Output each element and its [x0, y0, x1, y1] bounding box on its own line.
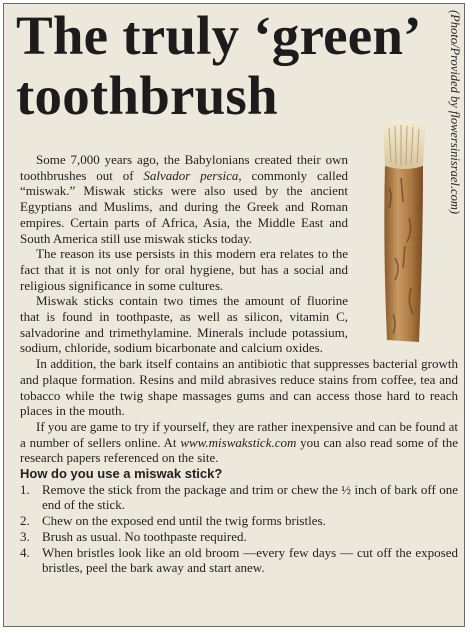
step-number: 1.: [20, 481, 30, 497]
step-number: 4.: [20, 544, 30, 560]
headline: [16, 6, 456, 126]
species-name: Salvador persica,: [143, 167, 242, 183]
list-item: [20, 513, 458, 529]
list-item: [20, 482, 458, 513]
paragraph-text: commonly called “miswak.” Miswak sticks were also used by the ancient Egyptians and Muslims, and during the Greek and Roman empires. Certain parts of Africa, Asia, the Middle East and South America still use miswak sticks today.: [20, 167, 348, 246]
step-text: When bristles look like an old broom —every few days — cut off the exposed bristles, peel the bark away and start anew.: [42, 544, 458, 576]
paragraph: Miswak sticks contain two times the amount of fluorine that is found in toothpaste, as well as silicon, vitamin C, salvadorine and trimethylamine. Minerals include potassium, sodium, chloride, sodium bicarbonate and calcium oxides.: [20, 293, 348, 356]
paragraph: The reason its use persists in this modern era relates to the fact that it is not only for oral hygiene, but has a social and religious significance in some cultures.: [20, 246, 348, 293]
step-number: 3.: [20, 528, 30, 544]
list-item: [20, 529, 458, 545]
subheading: How do you use a miswak stick?: [20, 466, 223, 482]
paragraph: In addition, the bark itself contains an antibiotic that suppresses bacterial growth and plaque formation. Resins and mild abrasives reduce stains from coffee, tea and tobacco while the twig shape massages gums and can access those hard to reach places in the mouth.: [20, 356, 458, 419]
photo-credit: (Photo/Provided by flowersinisrael.com): [448, 10, 462, 215]
paragraph: [20, 419, 458, 466]
headline-line-1: The truly ‘green’: [16, 5, 422, 66]
paragraph-text: you can also read some of the research papers referenced on the site.: [20, 434, 458, 466]
steps-list: [20, 482, 458, 576]
headline-line-2: toothbrush: [16, 65, 278, 126]
step-text: Remove the stick from the package and trim or chew the ½ inch of bark off one end of the stick.: [42, 481, 458, 513]
step-text: Chew on the exposed end until the twig forms bristles.: [42, 513, 326, 529]
paragraph-text: If you are game to try if yourself, they are rather inexpensive and can be found at a number of sellers online. At: [20, 418, 458, 450]
website-link: www.miswakstick.com: [180, 434, 297, 450]
paragraph-text: Some 7,000 years ago, the Babylonians created their own toothbrushes out of: [20, 152, 348, 183]
step-number: 2.: [20, 513, 30, 529]
article-body: [20, 152, 458, 576]
step-text: Brush as usual. No toothpaste required.: [42, 528, 247, 544]
paragraph: [20, 152, 348, 246]
list-item: [20, 545, 458, 576]
article-box: [3, 3, 465, 627]
